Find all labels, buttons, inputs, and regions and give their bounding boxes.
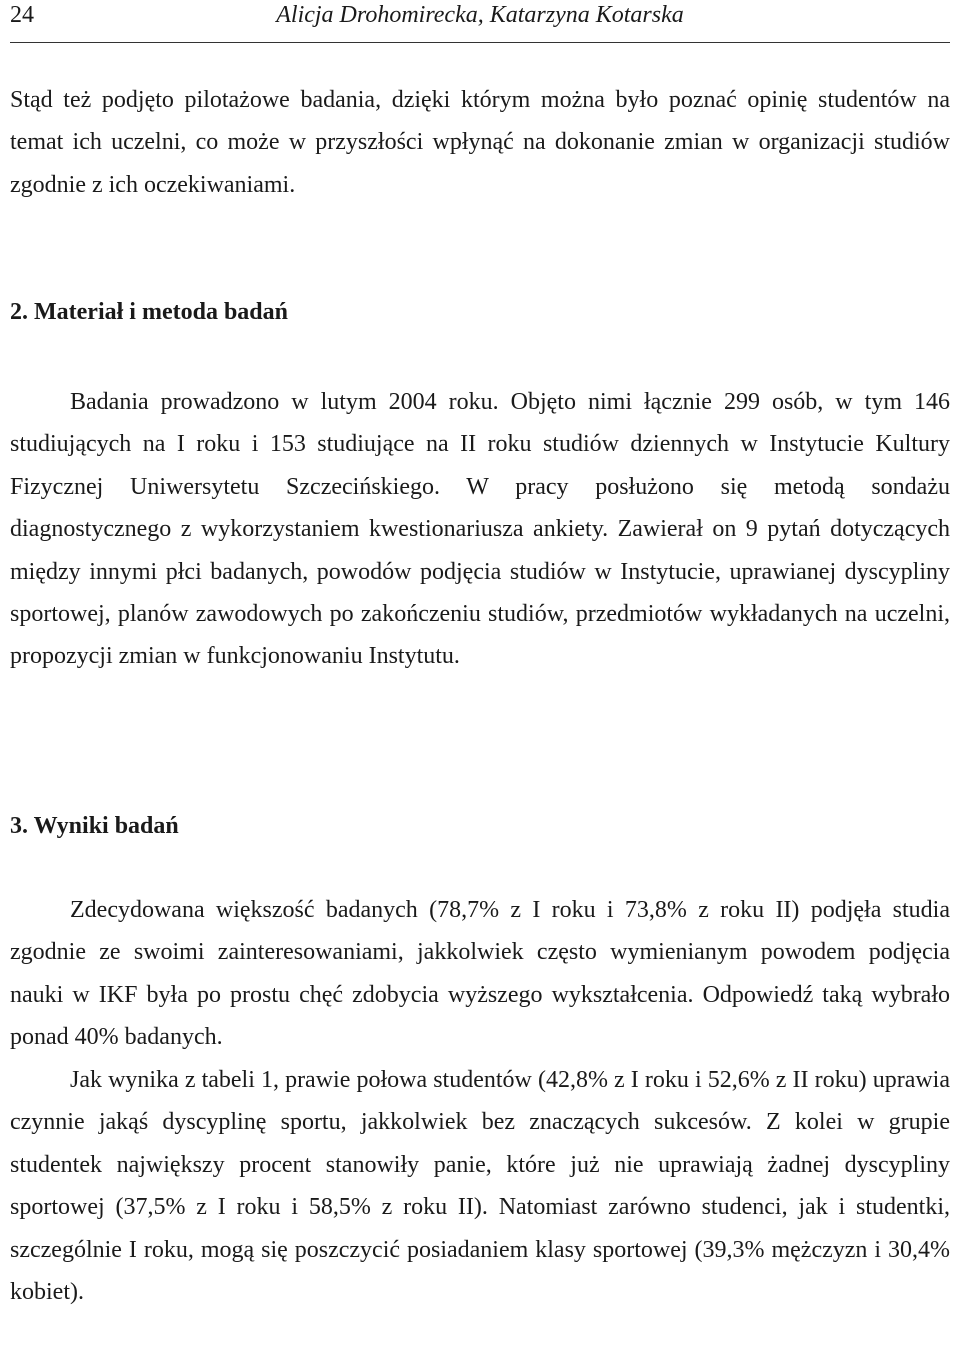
section-3-heading: 3. Wyniki badań: [10, 813, 179, 839]
section-2-paragraph: Badania prowadzono w lutym 2004 roku. Objęto nimi łącznie 299 osób, w tym 146 studiujących na I roku i 153 studiujące na II roku studiów dziennych w Instytucie Kultury Fizycznej Uniwersytetu Szczecińskiego. W pracy posłużono się metodą sondażu diagnostycznego z wykorzystaniem kwestionariusza ankiety. Zawierał on 9 pytań dotyczących między innymi płci badanych, powodów podjęcia studiów w Instytucie, uprawianej dyscypliny sportowej, planów zawodowych po zakończeniu studiów, przedmiotów wykładanych na uczelni, propozycji zmian w funkcjonowaniu Instytutu.: [10, 389, 950, 670]
page-header: [10, 0, 950, 43]
page-number: 24: [10, 2, 34, 28]
section-2-heading: 2. Materiał i metoda badań: [10, 299, 288, 325]
running-head-authors: Alicja Drohomirecka, Katarzyna Kotarska: [276, 2, 684, 28]
intro-paragraph: Stąd też podjęto pilotażowe badania, dzięki którym można było poznać opinię studentów na temat ich uczelni, co może w przyszłości wpłynąć na dokonanie zmian w organizacji studiów zgodnie z ich oczekiwaniami.: [10, 87, 950, 198]
section-3-paragraph-1: Zdecydowana większość badanych (78,7% z I roku i 73,8% z roku II) podjęła studia zgodnie ze swoimi zainteresowaniami, jakkolwiek często wymienianym powodem podjęcia nauki w IKF była po prostu chęć zdobycia wyższego wykształcenia. Odpowiedź taką wybrało ponad 40% badanych.: [10, 897, 950, 1051]
section-3-paragraph-2: Jak wynika z tabeli 1, prawie połowa studentów (42,8% z I roku i 52,6% z II roku) uprawia czynnie jakąś dyscyplinę sportu, jakkolwiek bez znaczących sukcesów. Z kolei w grupie studentek największy procent stanowiły panie, które już nie uprawiają żadnej dyscypliny sportowej (37,5% z I roku i 58,5% z roku II). Natomiast zarówno studenci, jak i studentki, szczególnie I roku, mogą się poszczycić posiadaniem klasy sportowej (39,3% mężczyzn i 30,4% kobiet).: [10, 1067, 950, 1306]
